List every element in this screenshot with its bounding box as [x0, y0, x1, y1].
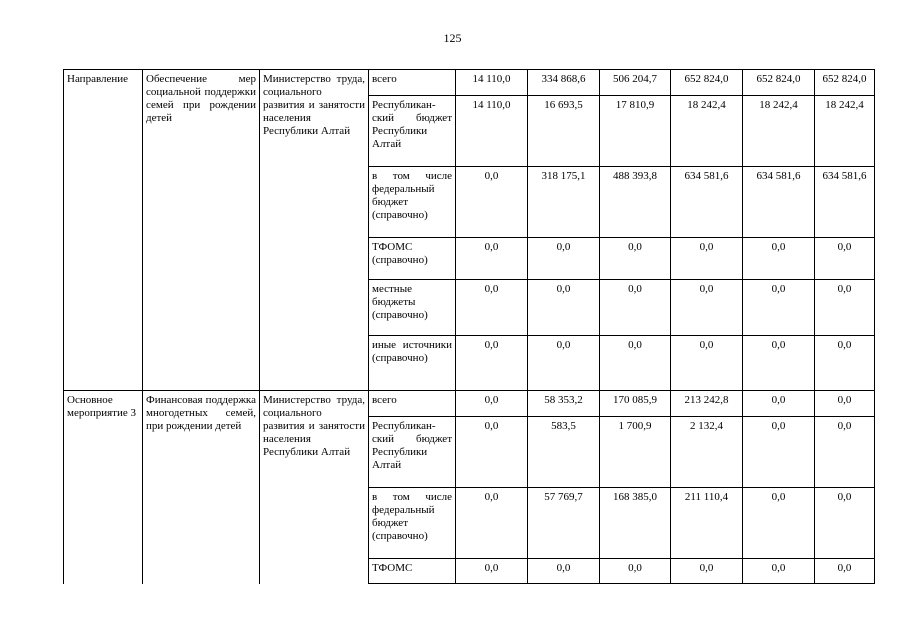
value-cell: 0,0 [743, 488, 815, 559]
funding-source: всего [369, 70, 456, 96]
value-cell: 0,0 [671, 280, 743, 336]
page-number: 125 [443, 31, 462, 45]
value-cell: 652 824,0 [743, 70, 815, 96]
value-cell: 0,0 [815, 488, 875, 559]
budget-table [63, 69, 875, 584]
value-cell: 488 393,8 [600, 167, 671, 238]
value-cell: 0,0 [528, 280, 600, 336]
value-cell: 211 110,4 [671, 488, 743, 559]
value-cell: 0,0 [456, 238, 528, 280]
value-cell: 0,0 [600, 559, 671, 584]
value-cell: 0,0 [600, 280, 671, 336]
responsible-executor: Министерство труда, социального развития и занятости населения Республики Алтай [260, 391, 369, 584]
value-cell: 0,0 [743, 238, 815, 280]
value-cell: 0,0 [671, 336, 743, 391]
value-cell: 0,0 [600, 336, 671, 391]
value-cell: 14 110,0 [456, 70, 528, 96]
value-cell: 634 581,6 [815, 167, 875, 238]
value-cell: 652 824,0 [671, 70, 743, 96]
value-cell: 634 581,6 [743, 167, 815, 238]
value-cell: 634 581,6 [671, 167, 743, 238]
value-cell: 0,0 [743, 559, 815, 584]
value-cell: 0,0 [671, 238, 743, 280]
value-cell: 0,0 [815, 238, 875, 280]
activity-number: Основное мероприятие 3 [64, 391, 143, 584]
value-cell: 16 693,5 [528, 96, 600, 167]
value-cell: 213 242,8 [671, 391, 743, 417]
funding-source: Республикан-ский бюджет Республики Алтай [369, 96, 456, 167]
value-cell: 0,0 [743, 391, 815, 417]
responsible-executor: Министерство труда, социального развития и занятости населения Республики Алтай [260, 70, 369, 391]
value-cell: 14 110,0 [456, 96, 528, 167]
value-cell: 0,0 [743, 280, 815, 336]
funding-source: иные источники (справочно) [369, 336, 456, 391]
funding-source: ТФОМС (справочно) [369, 238, 456, 280]
value-cell: 0,0 [671, 559, 743, 584]
value-cell: 0,0 [815, 559, 875, 584]
value-cell: 0,0 [528, 336, 600, 391]
table-row [64, 70, 875, 96]
value-cell: 0,0 [815, 417, 875, 488]
activity-name: Обеспечение мер социальной поддержки семей при рождении детей [143, 70, 260, 391]
value-cell: 0,0 [815, 391, 875, 417]
funding-source: ТФОМС [369, 559, 456, 584]
funding-source: в том числе федеральный бюджет (справочно) [369, 167, 456, 238]
value-cell: 18 242,4 [671, 96, 743, 167]
value-cell: 0,0 [600, 238, 671, 280]
value-cell: 318 175,1 [528, 167, 600, 238]
value-cell: 170 085,9 [600, 391, 671, 417]
value-cell: 0,0 [815, 336, 875, 391]
value-cell: 168 385,0 [600, 488, 671, 559]
value-cell: 0,0 [456, 167, 528, 238]
value-cell: 0,0 [456, 280, 528, 336]
value-cell: 0,0 [456, 488, 528, 559]
value-cell: 57 769,7 [528, 488, 600, 559]
value-cell: 0,0 [456, 559, 528, 584]
value-cell: 58 353,2 [528, 391, 600, 417]
value-cell: 0,0 [815, 280, 875, 336]
value-cell: 18 242,4 [743, 96, 815, 167]
funding-source: в том числе федеральный бюджет (справочно) [369, 488, 456, 559]
value-cell: 17 810,9 [600, 96, 671, 167]
funding-source: всего [369, 391, 456, 417]
value-cell: 0,0 [456, 391, 528, 417]
value-cell: 0,0 [743, 417, 815, 488]
value-cell: 583,5 [528, 417, 600, 488]
direction-label: Направление [64, 70, 143, 391]
value-cell: 0,0 [456, 336, 528, 391]
table-row [64, 391, 875, 417]
value-cell: 0,0 [743, 336, 815, 391]
funding-source: Республикан-ский бюджет Республики Алтай [369, 417, 456, 488]
value-cell: 1 700,9 [600, 417, 671, 488]
activity-name: Финансовая поддержка многодетных семей, при рождении детей [143, 391, 260, 584]
funding-source: местные бюджеты (справочно) [369, 280, 456, 336]
value-cell: 0,0 [528, 238, 600, 280]
value-cell: 506 204,7 [600, 70, 671, 96]
value-cell: 18 242,4 [815, 96, 875, 167]
value-cell: 0,0 [528, 559, 600, 584]
value-cell: 334 868,6 [528, 70, 600, 96]
value-cell: 0,0 [456, 417, 528, 488]
value-cell: 2 132,4 [671, 417, 743, 488]
value-cell: 652 824,0 [815, 70, 875, 96]
